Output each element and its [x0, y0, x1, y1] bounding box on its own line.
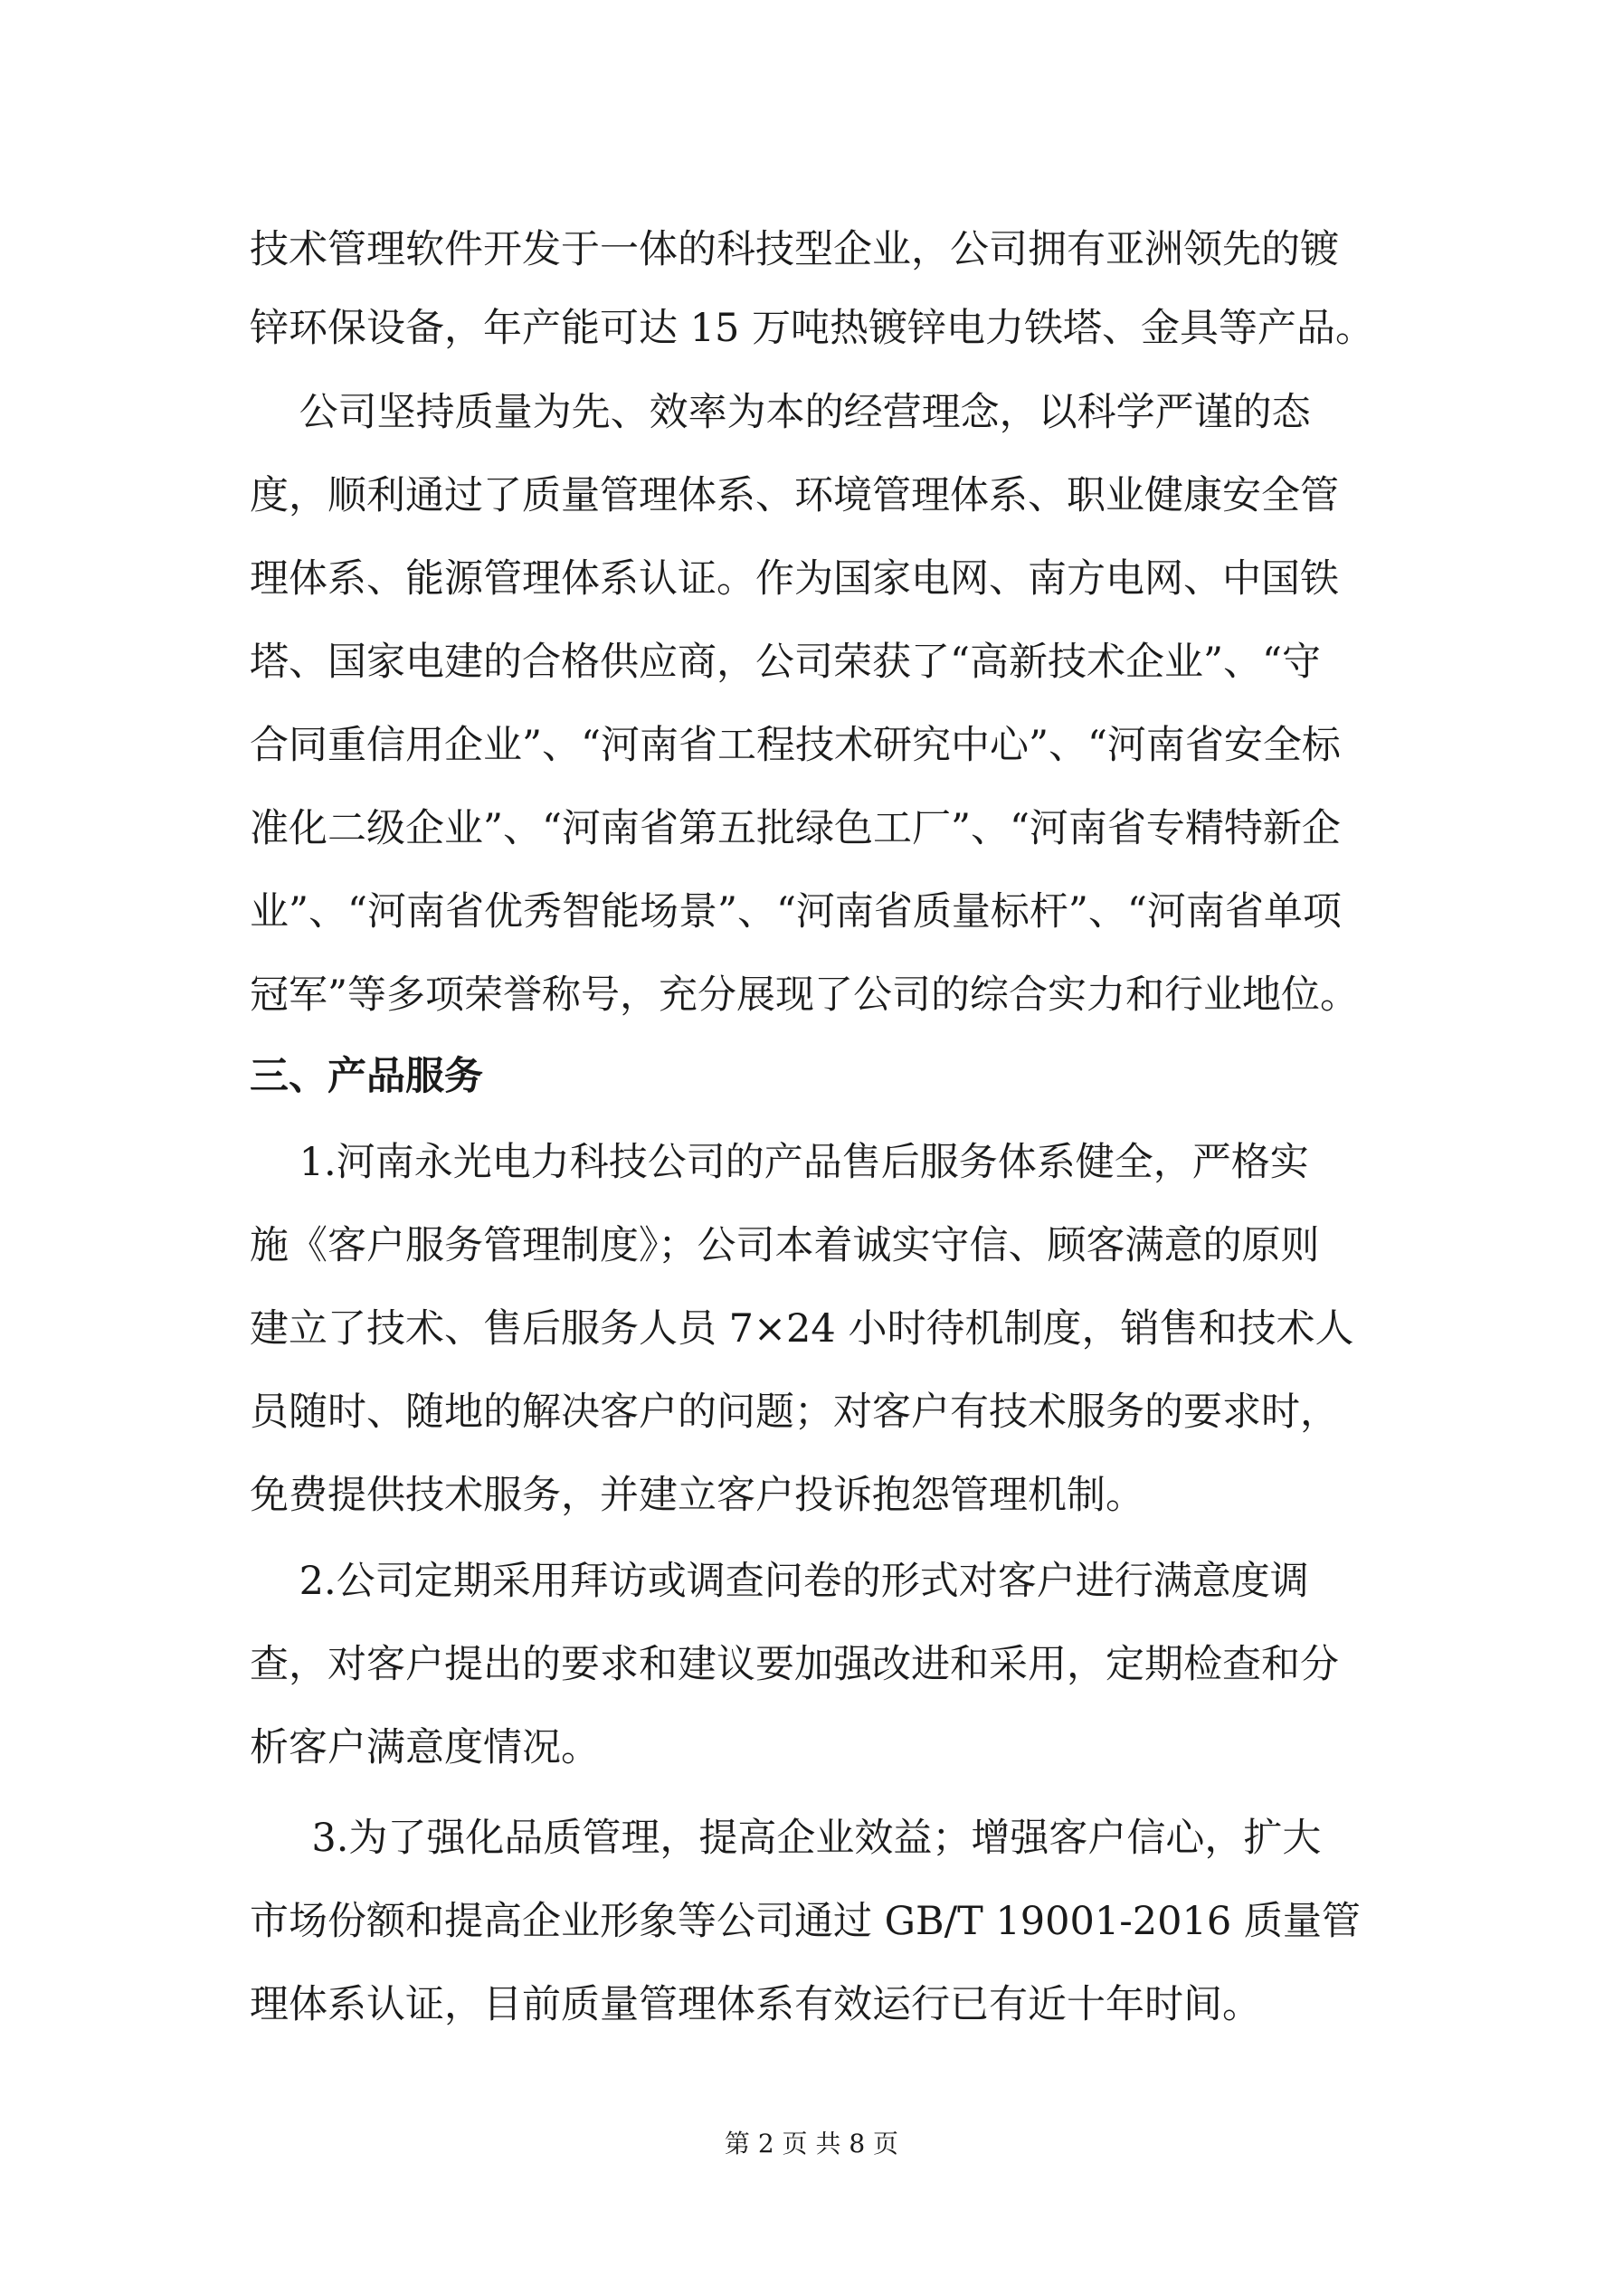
paragraph-line: 理体系、能源管理体系认证。作为国家电网、南方电网、中国铁	[250, 556, 1339, 602]
paragraph-line: 合同重信用企业”、“河南省工程技术研究中心”、“河南省安全标	[250, 723, 1341, 768]
paragraph-line: 公司坚持质量为先、效率为本的经营理念，以科学严谨的态	[250, 390, 1311, 435]
paragraph-line: 1.河南永光电力科技公司的产品售后服务体系健全，严格实	[250, 1140, 1309, 1185]
paragraph-line: 准化二级企业”、“河南省第五批绿色工厂”、“河南省专精特新企	[250, 806, 1341, 851]
paragraph-line: 建立了技术、售后服务人员 7×24 小时待机制度，销售和技术人	[250, 1306, 1354, 1352]
paragraph-line: 3.为了强化品质管理，提高企业效益；增强客户信心，扩大	[250, 1816, 1322, 1861]
paragraph-line: 员随时、随地的解决客户的问题；对客户有技术服务的要求时，	[250, 1390, 1339, 1435]
section-heading: 三、产品服务	[250, 1054, 483, 1099]
paragraph-line: 理体系认证，目前质量管理体系有效运行已有近十年时间。	[250, 1982, 1261, 2027]
paragraph-line: 析客户满意度情况。	[250, 1725, 600, 1770]
paragraph-line: 塔、国家电建的合格供应商，公司荣获了“高新技术企业”、“守	[250, 640, 1321, 685]
paragraph-line: 度，顺利通过了质量管理体系、环境管理体系、职业健康安全管	[250, 473, 1339, 518]
paragraph-line: 技术管理软件开发于一体的科技型企业，公司拥有亚洲领先的镀	[250, 227, 1339, 272]
paragraph-line: 免费提供技术服务，并建立客户投诉抱怨管理机制。	[250, 1473, 1144, 1518]
paragraph-line: 锌环保设备，年产能可达 15 万吨热镀锌电力铁塔、金具等产品。	[250, 306, 1375, 351]
paragraph-line: 冠军”等多项荣誉称号，充分展现了公司的综合实力和行业地位。	[250, 972, 1359, 1018]
page-number: 第 2 页 共 8 页	[724, 2129, 899, 2158]
paragraph-line: 市场份额和提高企业形象等公司通过 GB/T 19001-2016 质量管	[250, 1899, 1361, 1944]
paragraph-line: 业”、“河南省优秀智能场景”、“河南省质量标杆”、“河南省单项	[250, 889, 1342, 935]
paragraph-line: 2.公司定期采用拜访或调查问卷的形式对客户进行满意度调	[250, 1559, 1309, 1604]
paragraph-line: 查，对客户提出的要求和建议要加强改进和采用，定期检查和分	[250, 1642, 1339, 1687]
paragraph-line: 施《客户服务管理制度》；公司本着诚实守信、顾客满意的原则	[250, 1223, 1320, 1268]
